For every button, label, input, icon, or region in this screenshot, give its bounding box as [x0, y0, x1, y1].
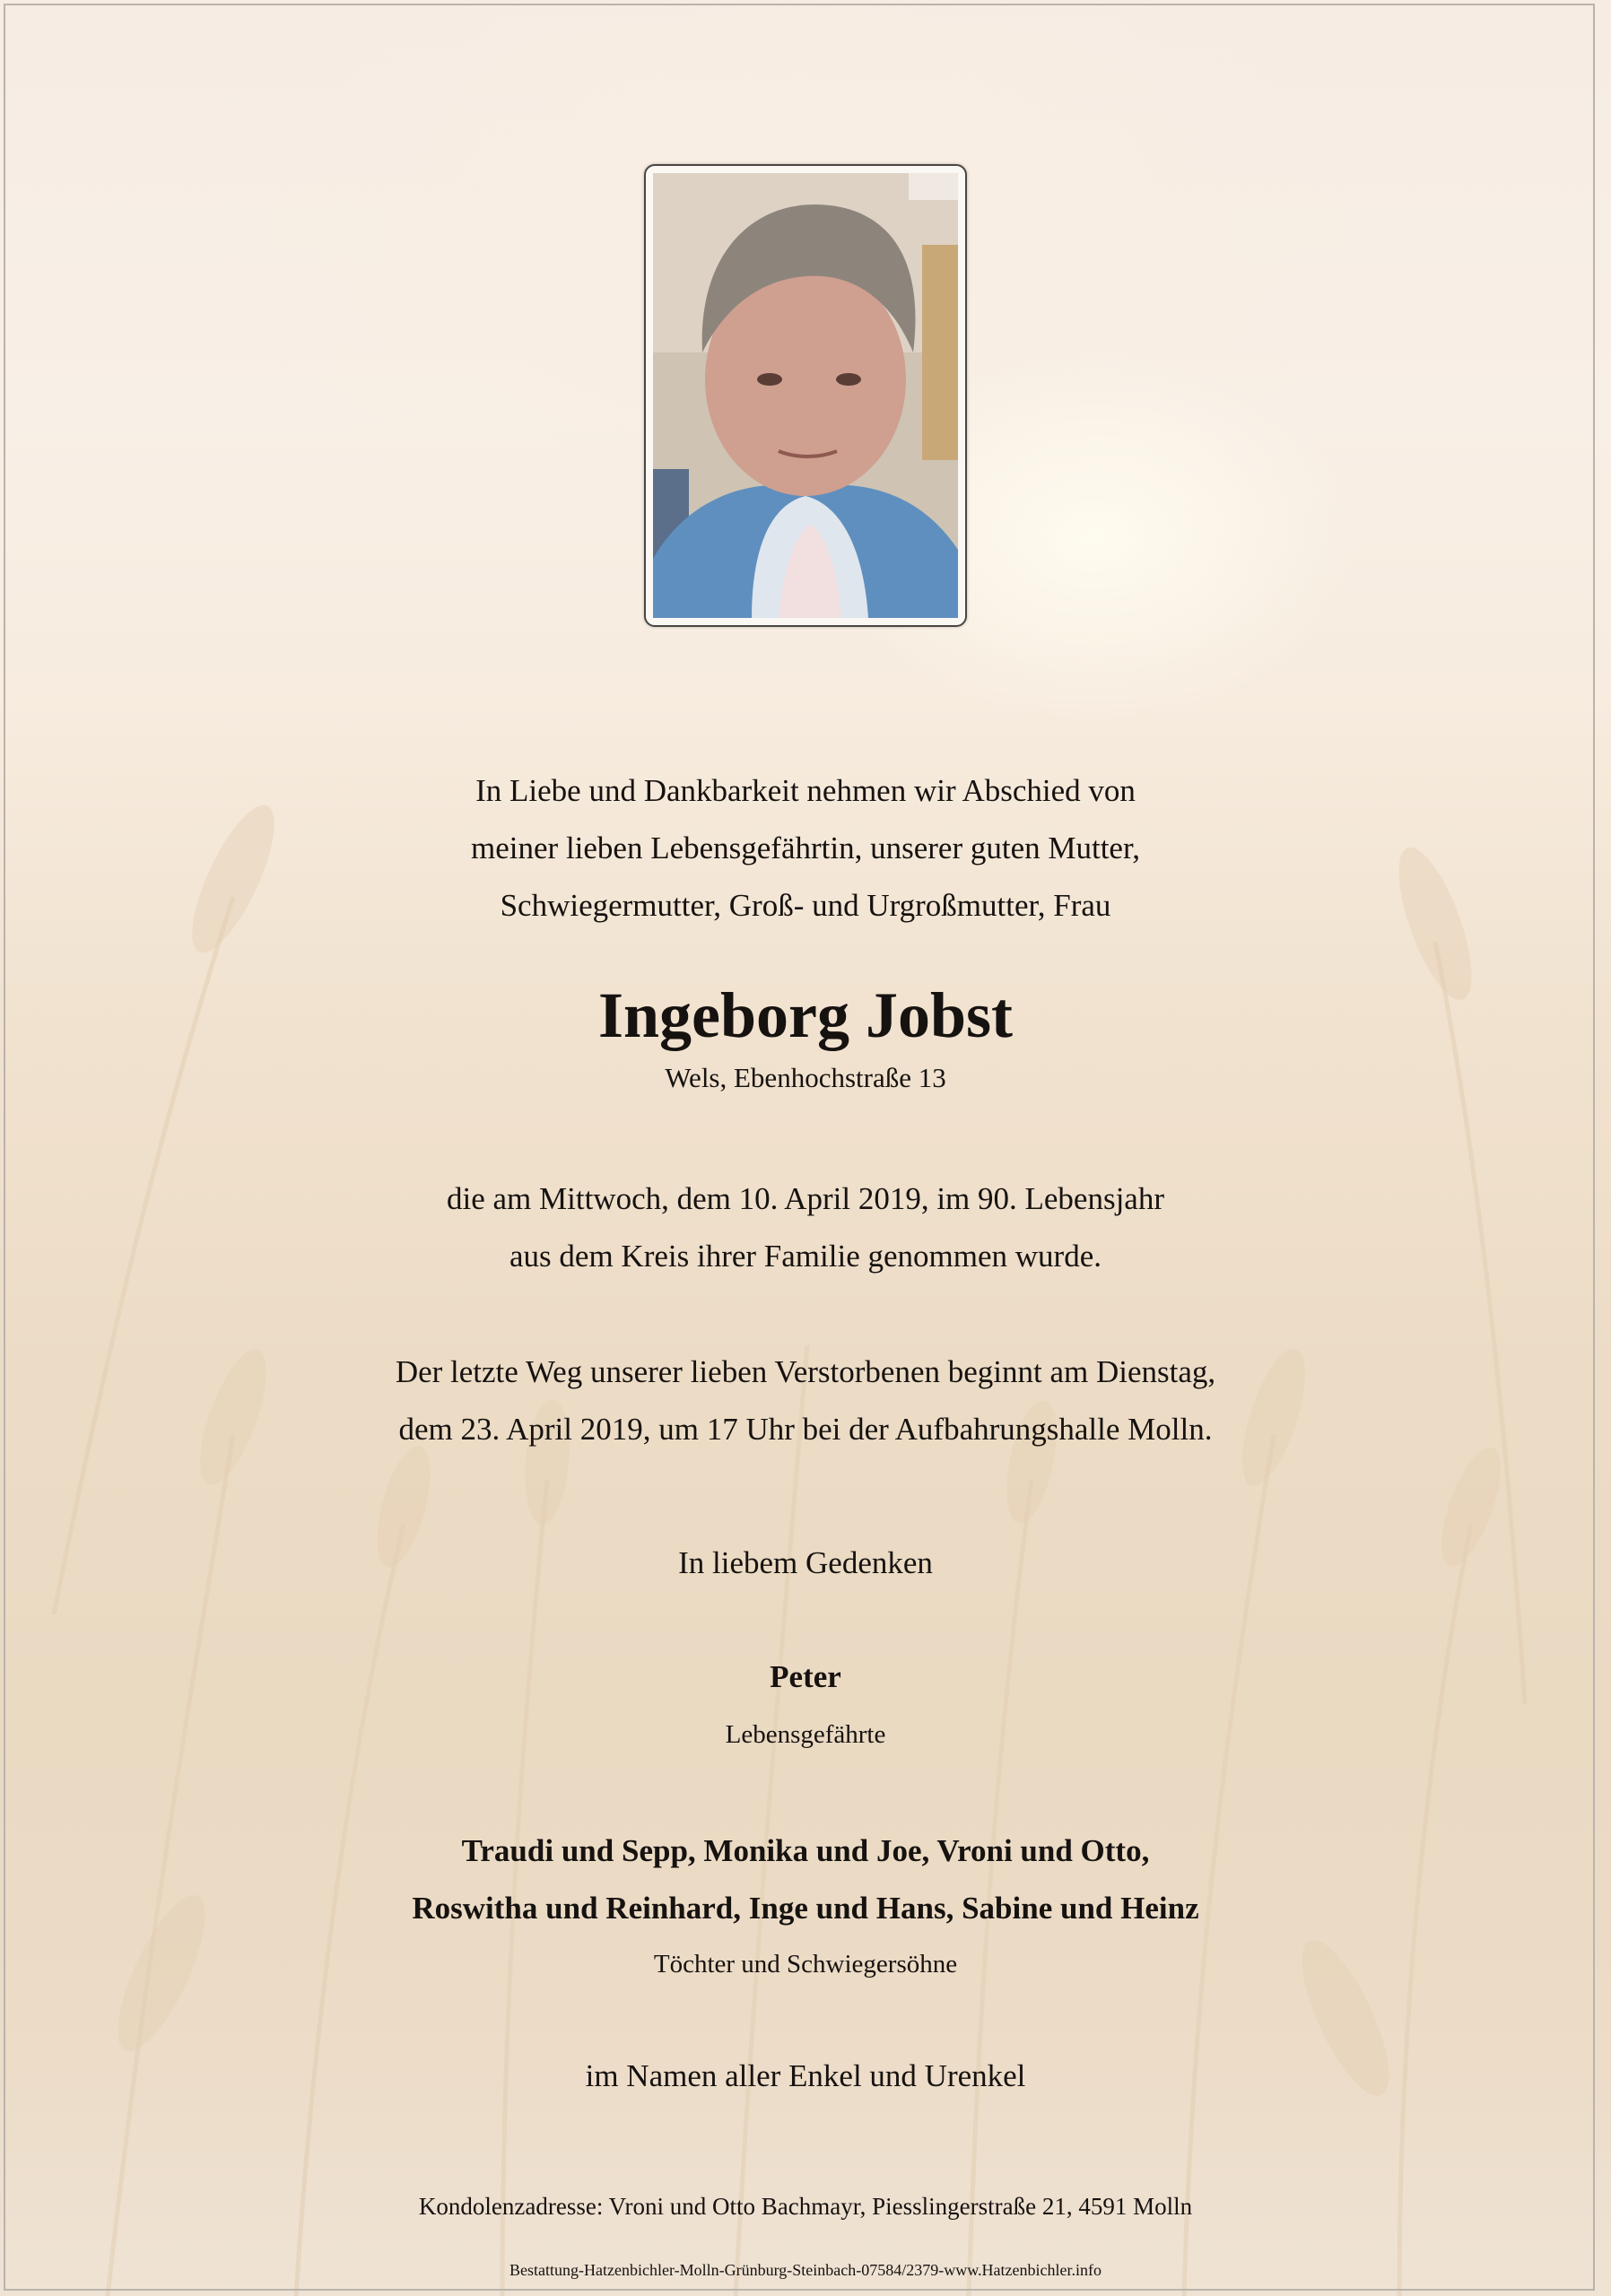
- children-line-2: Roswitha und Reinhard, Inge und Hans, Sabine und Heinz: [412, 1891, 1199, 1926]
- deceased-name: Ingeborg Jobst: [597, 979, 1014, 1051]
- intro-line-1: In Liebe und Dankbarkeit nehmen wir Abschied von: [475, 773, 1136, 808]
- condolence-address: Kondolenzadresse: Vroni und Otto Bachmayr, Piesslingerstraße 21, 4591 Molln: [418, 2193, 1193, 2220]
- intro-line-2: meiner lieben Lebensgefährtin, unserer guten Mutter,: [471, 831, 1140, 865]
- children-line-1: Traudi und Sepp, Monika und Joe, Vroni und Otto,: [461, 1833, 1150, 1868]
- portrait-photo-icon: [653, 173, 958, 618]
- funeral-notice: [0, 1344, 1611, 1458]
- grandchildren-line: im Namen aller Enkel und Urenkel: [585, 2058, 1026, 2093]
- memory-heading: In liebem Gedenken: [678, 1545, 933, 1580]
- partner-name: Peter: [770, 1659, 841, 1694]
- death-notice: [0, 1170, 1611, 1285]
- funeral-line-2: dem 23. April 2019, um 17 Uhr bei der Aufbahrungshalle Molln.: [398, 1412, 1213, 1447]
- death-line-1: die am Mittwoch, dem 10. April 2019, im 90. Lebensjahr: [446, 1181, 1164, 1216]
- portrait-frame: [644, 164, 967, 627]
- death-line-2: aus dem Kreis ihrer Familie genommen wurde.: [509, 1239, 1102, 1274]
- funeral-line-1: Der letzte Weg unserer lieben Verstorbenen beginnt am Dienstag,: [395, 1354, 1216, 1389]
- funeral-home-footer: Bestattung-Hatzenbichler-Molln-Grünburg-Steinbach-07584/2379-www.Hatzenbichler.info: [509, 2261, 1102, 2279]
- intro-line-3: Schwiegermutter, Groß- und Urgroßmutter, Frau: [500, 888, 1111, 923]
- children-names: [0, 1822, 1611, 1937]
- children-role: Töchter und Schwiegersöhne: [653, 1950, 958, 1979]
- partner-role: Lebensgefährte: [725, 1720, 886, 1749]
- intro-text: [0, 762, 1611, 935]
- deceased-address: Wels, Ebenhochstraße 13: [665, 1062, 946, 1093]
